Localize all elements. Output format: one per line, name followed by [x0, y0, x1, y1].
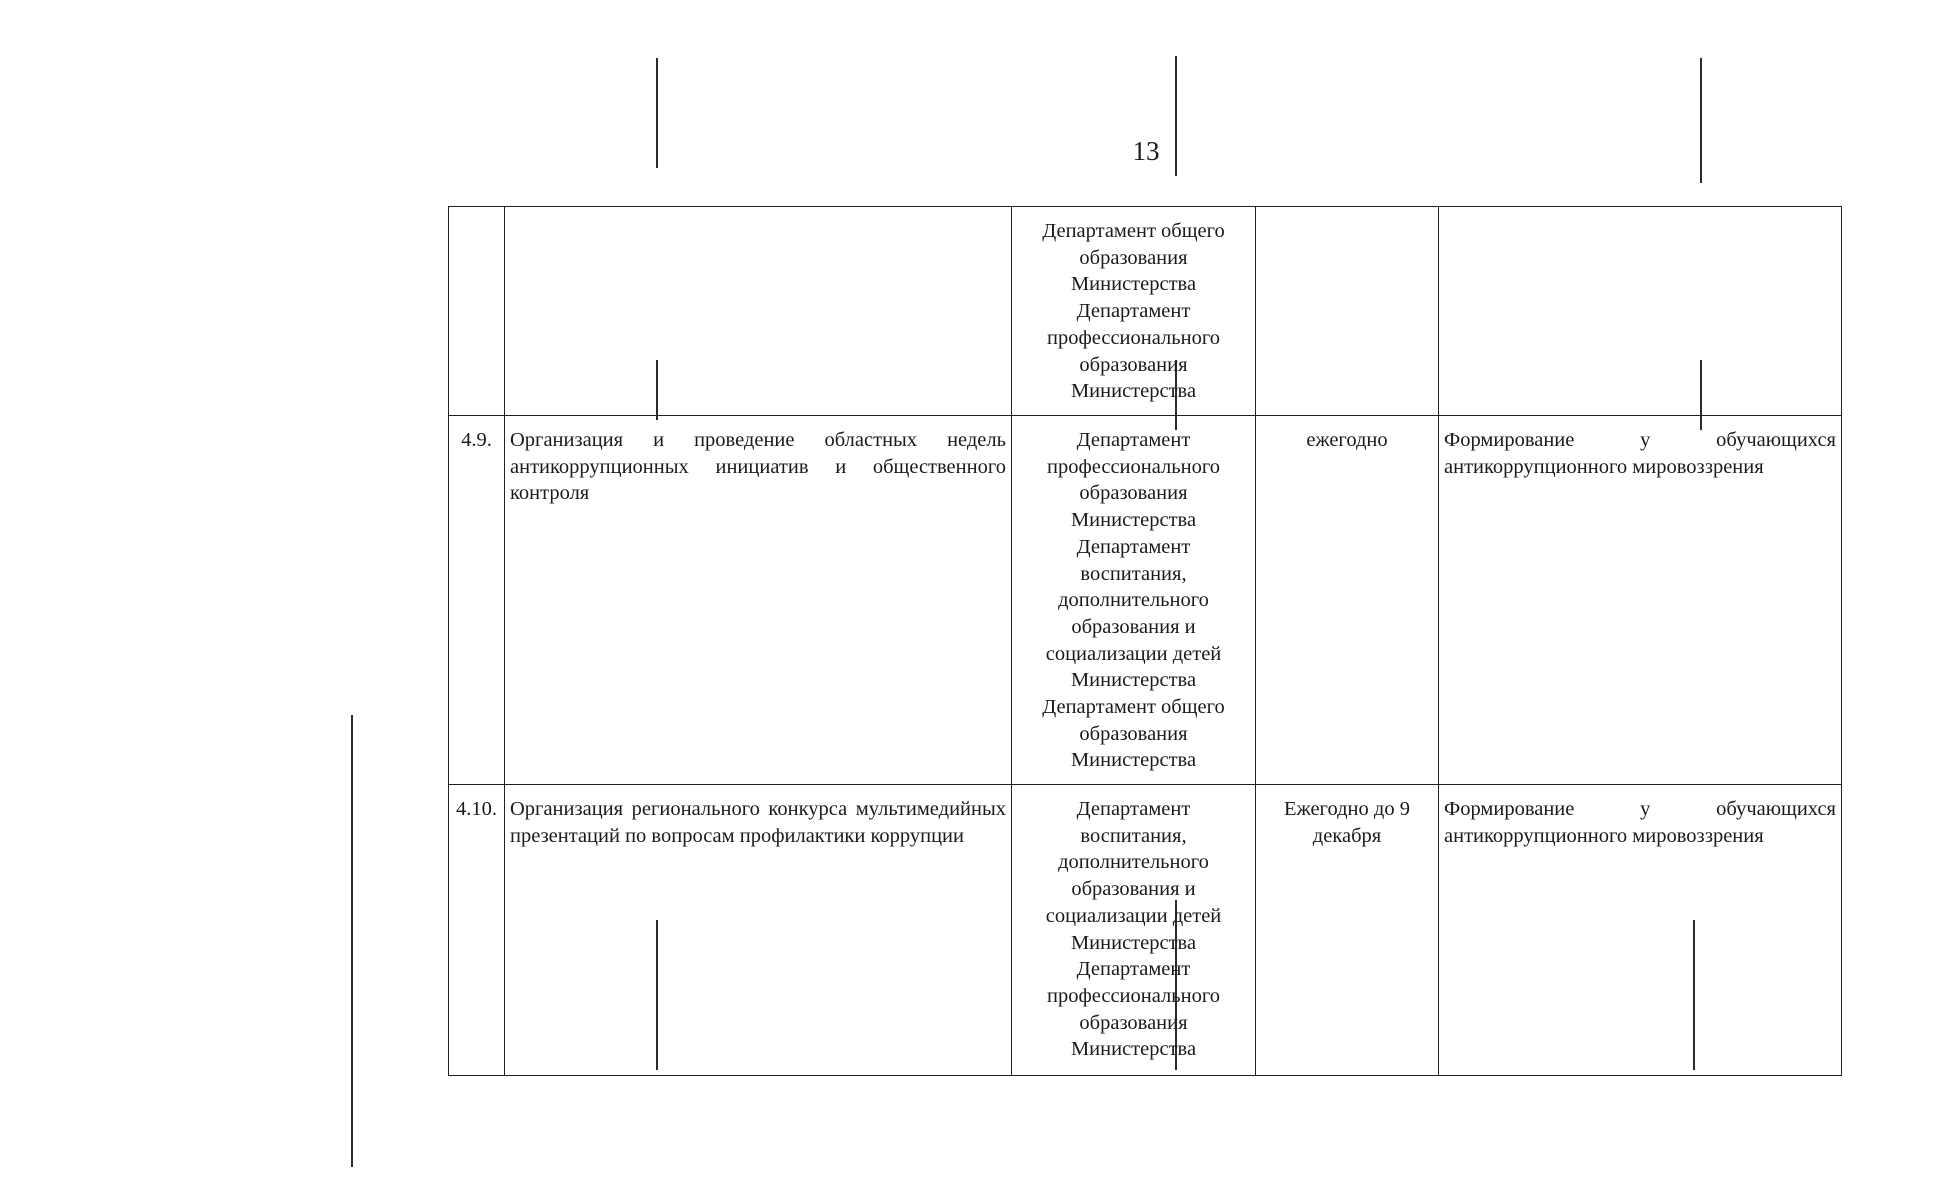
measures-table [448, 206, 1842, 1076]
responsible-line: Департамент [1076, 535, 1191, 558]
result-cell [1439, 207, 1842, 416]
responsible-line: Министерства [1070, 273, 1197, 296]
responsible-line: образования [1079, 722, 1188, 745]
responsible-line: Министерства [1070, 380, 1197, 403]
page-number: 13 [1132, 136, 1160, 166]
scan-artifact-line [351, 715, 353, 1167]
responsible-cell [1012, 785, 1256, 1076]
responsible-line: Министерства [1070, 1038, 1197, 1061]
term-cell [1256, 207, 1439, 416]
event-cell [505, 207, 1012, 416]
scan-artifact-line [1175, 56, 1177, 176]
responsible-line: образования и [1071, 615, 1196, 638]
responsible-line: образования и [1071, 878, 1196, 901]
responsible-line: воспитания, [1080, 824, 1187, 847]
responsible-line: профессионального [1047, 326, 1220, 349]
responsible-line: образования [1079, 1011, 1188, 1034]
responsible-line: образования [1079, 353, 1188, 376]
responsible-line: Департамент [1076, 429, 1191, 451]
responsible-line: Департамент [1076, 300, 1191, 323]
term-cell: ежегодно [1256, 416, 1439, 785]
responsible-line: образования [1079, 482, 1188, 505]
responsible-cell [1012, 416, 1256, 785]
responsible-line: Департамент [1076, 958, 1191, 981]
table-row [449, 785, 1842, 1076]
event-cell: Организация и проведение областных недель антикоррупционных инициатив и общественного контроля [505, 416, 1012, 785]
table-row [449, 416, 1842, 785]
table-row [449, 207, 1842, 416]
scan-artifact-line [656, 58, 658, 168]
row-number-cell [449, 207, 505, 416]
responsible-line: Министерства [1070, 931, 1197, 954]
row-number-cell: 4.9. [449, 416, 505, 785]
row-number-cell: 4.10. [449, 785, 505, 1076]
responsible-line: Департамент [1076, 798, 1191, 820]
responsible-line: Министерства [1070, 669, 1197, 692]
responsible-line: социализации детей [1045, 642, 1222, 665]
responsible-line: Министерства [1070, 749, 1197, 772]
event-cell: Организация регионального конкурса мультимедийных презентаций по вопросам профилактики коррупции [505, 785, 1012, 1076]
responsible-line: Департамент общего [1042, 220, 1225, 242]
result-cell: Формирование у обучающихся антикоррупционного мировоззрения [1439, 785, 1842, 1076]
result-cell: Формирование у обучающихся антикоррупционного мировоззрения [1439, 416, 1842, 785]
responsible-line: социализации детей [1045, 904, 1222, 927]
table-body [449, 207, 1842, 1076]
responsible-line: профессионального [1047, 455, 1220, 478]
responsible-line: дополнительного [1058, 851, 1209, 874]
responsible-line: дополнительного [1058, 589, 1209, 612]
responsible-cell [1012, 207, 1256, 416]
responsible-line: профессионального [1047, 984, 1220, 1007]
responsible-line: Департамент общего [1042, 696, 1225, 719]
term-cell: Ежегодно до 9 декабря [1256, 785, 1439, 1076]
responsible-line: образования [1079, 246, 1188, 269]
scan-artifact-line [1700, 58, 1702, 183]
responsible-line: воспитания, [1080, 562, 1187, 585]
responsible-line: Министерства [1070, 509, 1197, 532]
